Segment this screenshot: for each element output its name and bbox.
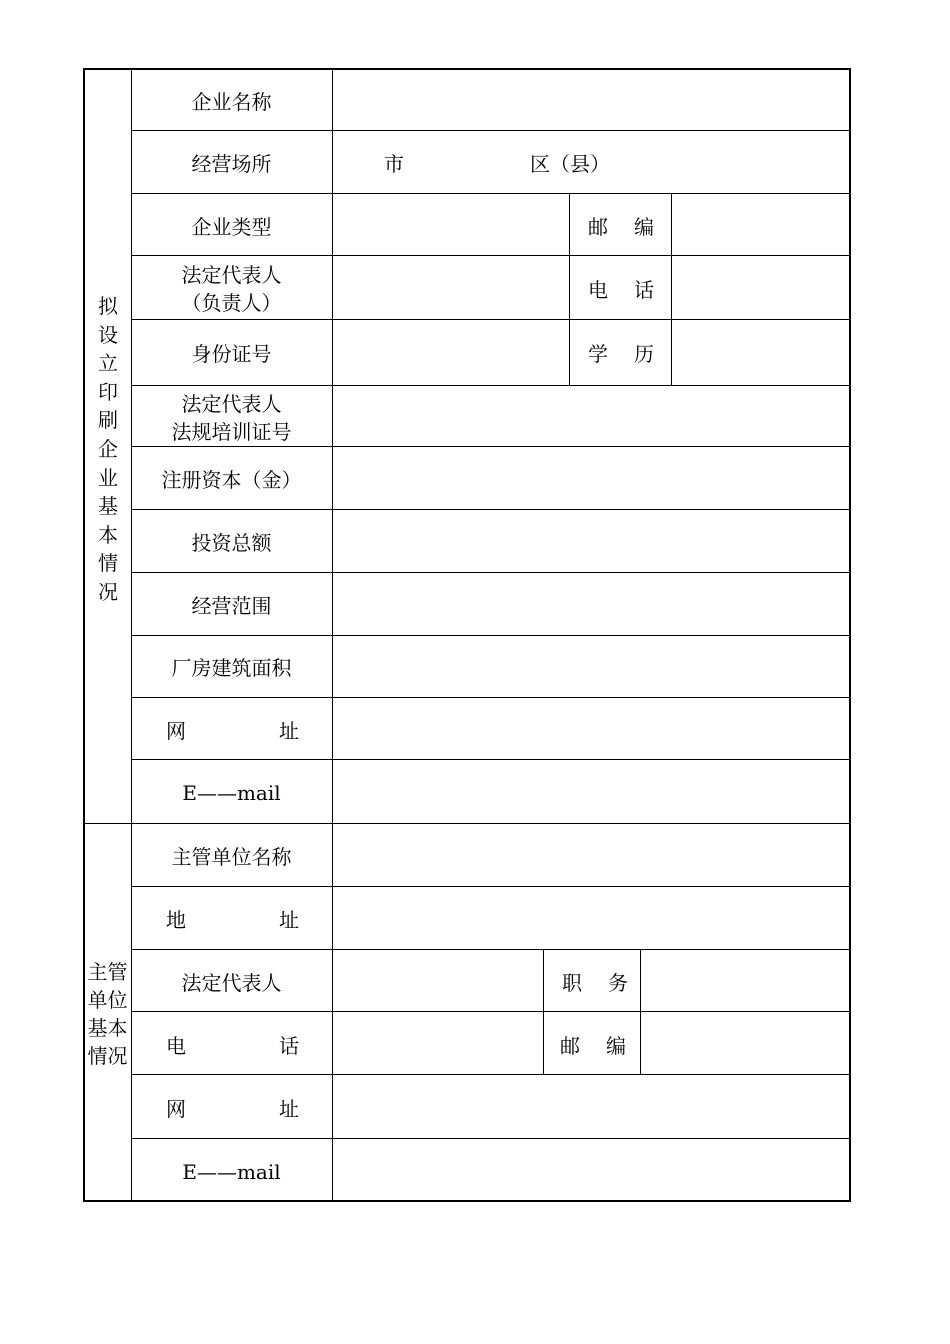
unit-email-field[interactable] — [333, 1139, 849, 1200]
label-unit-phone-char2: 话 — [279, 1034, 299, 1058]
label-unit-website-char1: 网 — [166, 1097, 186, 1121]
unit-postcode-field[interactable] — [641, 1012, 849, 1074]
label-position-char2: 务 — [608, 971, 628, 995]
label-unit-legal-rep: 法定代表人 — [181, 971, 282, 995]
label-website-char2: 址 — [279, 719, 299, 743]
label-supervising-unit-name: 主管单位名称 — [171, 845, 292, 869]
label-unit-postcode-char1: 邮 — [560, 1034, 580, 1058]
company-name-field[interactable] — [333, 70, 849, 130]
label-education-char1: 学 — [588, 342, 608, 366]
label-position — [562, 969, 628, 997]
label-registered-capital: 注册资本（金） — [161, 468, 302, 492]
label-unit-website — [166, 1095, 299, 1123]
label-premises: 经营场所 — [191, 152, 272, 176]
supervising-unit-name-field[interactable] — [333, 824, 849, 886]
section2-title-line: 情况 — [87, 1044, 128, 1068]
label-phone-char1: 电 — [588, 278, 608, 302]
label-address-char1: 地 — [166, 908, 186, 932]
email-field[interactable] — [333, 760, 849, 823]
label-unit-email: E——mail — [182, 1160, 281, 1184]
label-unit-phone — [166, 1032, 299, 1060]
label-legal-representative — [131, 261, 332, 317]
registered-capital-field[interactable] — [333, 447, 849, 509]
label-company-name: 企业名称 — [191, 90, 272, 114]
label-unit-website-char2: 址 — [279, 1097, 299, 1121]
section2-title-line: 主管 — [87, 960, 128, 984]
label-postcode-char1: 邮 — [588, 215, 608, 239]
label-postcode — [588, 213, 654, 241]
label-legal-training-line1: 法定代表人 — [181, 392, 282, 416]
company-type-field[interactable] — [333, 194, 569, 255]
business-scope-field[interactable] — [333, 573, 849, 635]
label-business-scope: 经营范围 — [191, 594, 272, 618]
label-address-char2: 址 — [279, 908, 299, 932]
label-company-type: 企业类型 — [191, 215, 272, 239]
label-address — [166, 906, 299, 934]
total-investment-field[interactable] — [333, 510, 849, 572]
label-legal-training-cert — [131, 390, 332, 446]
section2-title-line: 基本 — [87, 1016, 128, 1040]
education-field[interactable] — [672, 320, 849, 385]
phone-field[interactable] — [672, 256, 849, 319]
label-postcode-char2: 编 — [634, 215, 654, 239]
label-legal-training-line2: 法规培训证号 — [171, 420, 292, 444]
unit-position-field[interactable] — [641, 950, 849, 1011]
label-phone-char2: 话 — [634, 278, 654, 302]
unit-legal-rep-field[interactable] — [333, 950, 543, 1011]
label-factory-area: 厂房建筑面积 — [171, 656, 292, 680]
legal-representative-field[interactable] — [333, 256, 569, 319]
label-email: E——mail — [182, 781, 281, 805]
section2-title-line: 单位 — [87, 988, 128, 1012]
label-website — [166, 717, 299, 745]
unit-phone-field[interactable] — [333, 1012, 543, 1074]
label-id-number: 身份证号 — [191, 342, 272, 366]
column-divider — [543, 949, 544, 1074]
section1-title: 拟设立印刷企业基本情况 — [98, 294, 118, 604]
website-field[interactable] — [333, 698, 849, 759]
label-phone — [588, 276, 654, 304]
premises-city: 市 — [384, 152, 404, 176]
unit-address-field[interactable] — [333, 887, 849, 949]
row-divider — [131, 130, 850, 131]
label-position-char1: 职 — [562, 971, 582, 995]
label-legal-rep-line2: （负责人） — [181, 291, 282, 315]
label-legal-rep-line1: 法定代表人 — [181, 263, 282, 287]
factory-area-field[interactable] — [333, 636, 849, 697]
id-number-field[interactable] — [333, 320, 569, 385]
label-unit-postcode-char2: 编 — [606, 1034, 626, 1058]
unit-website-field[interactable] — [333, 1075, 849, 1138]
section2-title — [84, 958, 131, 1070]
label-website-char1: 网 — [166, 719, 186, 743]
premises-district: 区（县） — [530, 152, 610, 176]
label-unit-phone-char1: 电 — [166, 1034, 186, 1058]
label-education — [588, 340, 654, 368]
label-unit-postcode — [560, 1032, 626, 1060]
legal-training-cert-field[interactable] — [333, 386, 849, 446]
column-divider — [569, 193, 570, 385]
postcode-field[interactable] — [672, 194, 849, 255]
label-total-investment: 投资总额 — [191, 531, 272, 555]
label-education-char2: 历 — [634, 342, 654, 366]
